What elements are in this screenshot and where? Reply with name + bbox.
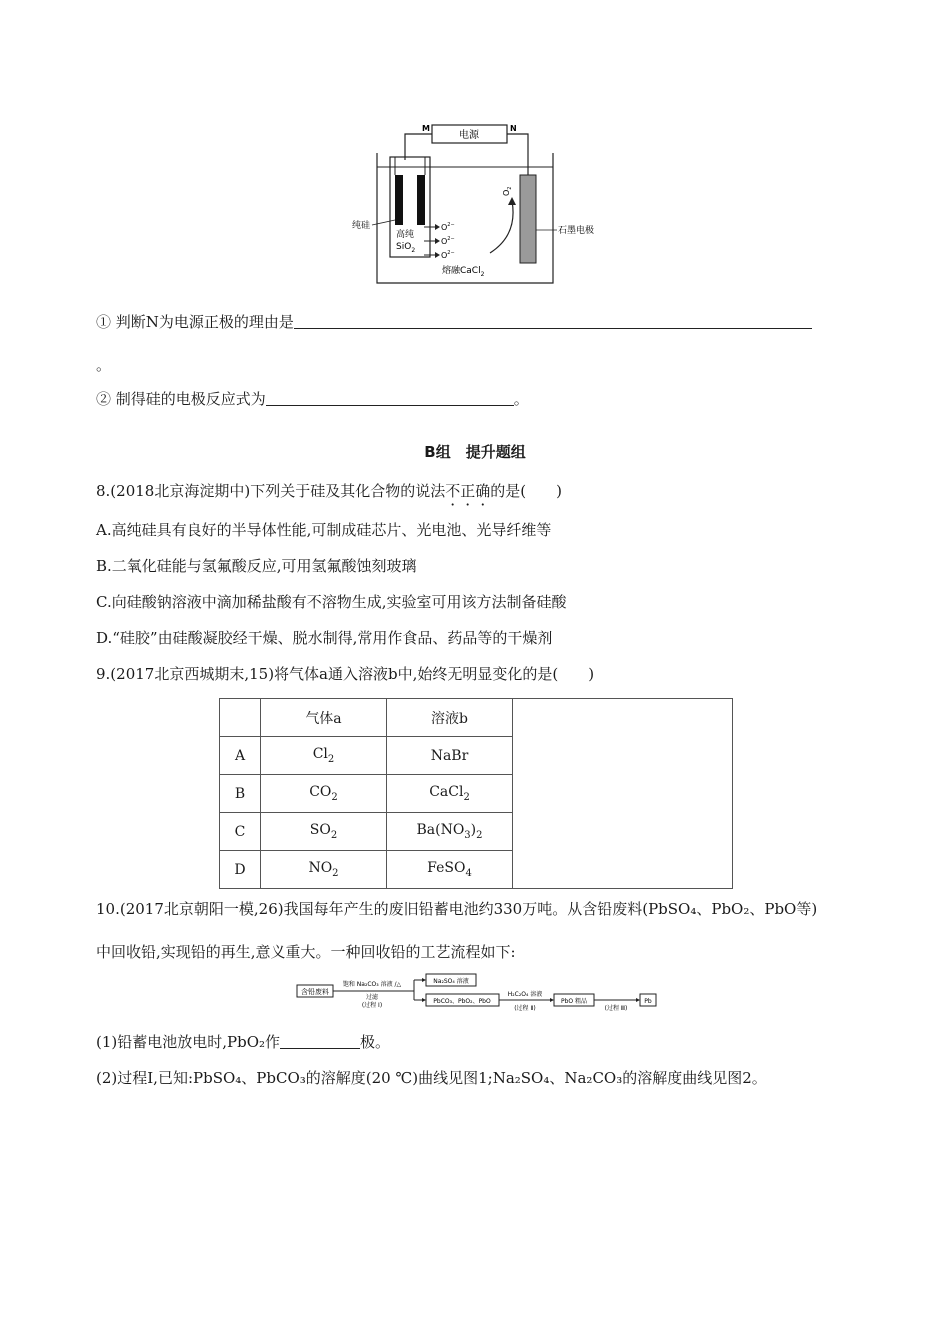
flow-step2-label: (过程 Ⅱ): [514, 1005, 536, 1012]
header-gas: 气体a: [261, 699, 387, 737]
high-purity-label-1: 高纯: [396, 230, 415, 240]
q8-option-a[interactable]: A.高纯硅具有良好的半导体性能,可制成硅芯片、光电池、光导纤维等: [96, 521, 552, 539]
q9-stem: 9.(2017北京西城期末,15)将气体a通入溶液b中,始终无明显变化的是( ): [96, 665, 595, 683]
power-source-label: 电源: [459, 130, 479, 141]
flow-step1-filter: 过滤: [365, 994, 379, 1001]
svg-text:O2−: $O^{2-}$: [441, 222, 455, 232]
header-solution: 溶液b: [387, 699, 513, 737]
svg-text:O2−: $O^{2-}$: [441, 236, 455, 246]
high-purity-label-2: SiO$_2$: [396, 242, 416, 254]
emphasis-char: 正: [460, 482, 476, 500]
oxygen-arrow: [490, 201, 513, 253]
q7-item-1-end: 。: [96, 356, 112, 374]
electrolysis-diagram: [340, 115, 630, 290]
melt-label: 熔融CaCl$_2$: [442, 266, 485, 278]
svg-text:Na₂SO₄ 溶液: Na₂SO₄ 溶液: [433, 978, 469, 985]
option-letter: B: [220, 775, 261, 813]
section-heading: B组 提升题组: [424, 443, 526, 461]
q7-item-2: ② 制得硅的电极反应式为 。: [96, 390, 529, 408]
q8-stem: 8.(2018北京海淀期中)下列关于硅及其化合物的说法不正确的是( ): [96, 482, 562, 500]
table-empty-cell: [513, 699, 733, 889]
graphite-electrode: [520, 175, 536, 263]
q7-answer-blank-2[interactable]: [266, 389, 514, 406]
q10-part-1: (1)铅蓄电池放电时,PbO₂作 极。: [96, 1033, 391, 1051]
pure-si-electrode: [395, 175, 403, 225]
solution-cell: FeSO$_4$: [387, 851, 513, 889]
q10-stem-line1: 10.(2017北京朝阳一模,26)我国每年产生的废旧铅蓄电池约330万吨。从含铅废料(PbSO₄、PbO₂、PbO等): [96, 900, 818, 918]
svg-text:PbO 粗品: PbO 粗品: [560, 998, 588, 1005]
q7-item-1: ① 判断N为电源正极的理由是: [96, 312, 812, 332]
svg-text:Pb: Pb: [644, 998, 652, 1005]
q8-option-b[interactable]: B.二氧化硅能与氢氟酸反应,可用氢氟酸蚀刻玻璃: [96, 557, 417, 575]
flow-step3-label: (过程 Ⅲ): [604, 1005, 628, 1012]
q10-part-2: (2)过程Ⅰ,已知:PbSO₄、PbCO₃的溶解度(20 ℃)曲线见图1;Na₂SO₄、Na₂CO₃的溶解度曲线见图2。: [96, 1069, 767, 1087]
graphite-label: 石墨电极: [558, 226, 595, 236]
emphasis-char: 不: [445, 482, 461, 500]
svg-text:含铅废料: 含铅废料: [301, 988, 329, 996]
pure-si-label: 纯硅: [352, 221, 371, 231]
svg-text:O2−: $O^{2-}$: [441, 250, 455, 260]
flow-step1-label: (过程 Ⅰ): [361, 1002, 383, 1009]
terminal-n: N: [510, 124, 517, 133]
svg-text:PbCO₃、PbO₂、PbO: PbCO₃、PbO₂、PbO: [433, 998, 491, 1005]
q8-option-c[interactable]: C.向硅酸钠溶液中滴加稀盐酸有不溶物生成,实验室可用该方法制备硅酸: [96, 593, 567, 611]
gas-cell: $Cl_2$: [261, 737, 387, 775]
gas-cell: $SO_2$: [261, 813, 387, 851]
q10-answer-blank-1[interactable]: [280, 1032, 360, 1049]
gas-cell: $NO_2$: [261, 851, 387, 889]
q10-stem-line2: 中回收铅,实现铅的再生,意义重大。一种回收铅的工艺流程如下:: [96, 943, 516, 961]
gas-cell: $CO_2$: [261, 775, 387, 813]
oxide-ion-arrows: [424, 222, 455, 260]
oxygen-label: $O_2$: [502, 186, 513, 196]
wire-left: [405, 134, 432, 160]
wire-right: [507, 134, 528, 175]
table-header-row: [220, 699, 733, 737]
pure-si-electrode-2: [417, 175, 425, 225]
option-letter: A: [220, 737, 261, 775]
q9-table: [219, 698, 733, 889]
process-flow-diagram: [296, 972, 658, 1014]
solution-cell: $Ba(NO_3)_2$: [387, 813, 513, 851]
flow-step1-reagent: 饱和 Na₂CO₃ 溶液 /△: [342, 981, 402, 988]
terminal-m: M: [422, 124, 430, 133]
option-letter: C: [220, 813, 261, 851]
emphasis-char: 确: [475, 482, 491, 500]
solution-cell: NaBr: [387, 737, 513, 775]
option-letter: D: [220, 851, 261, 889]
q8-option-d[interactable]: D.“硅胶”由硅酸凝胶经干燥、脱水制得,常用作食品、药品等的干燥剂: [96, 629, 553, 647]
q7-answer-blank-1[interactable]: [294, 312, 812, 329]
solution-cell: CaCl$_2$: [387, 775, 513, 813]
flow-step2-reagent: H₂C₂O₄ 溶液: [507, 991, 543, 998]
